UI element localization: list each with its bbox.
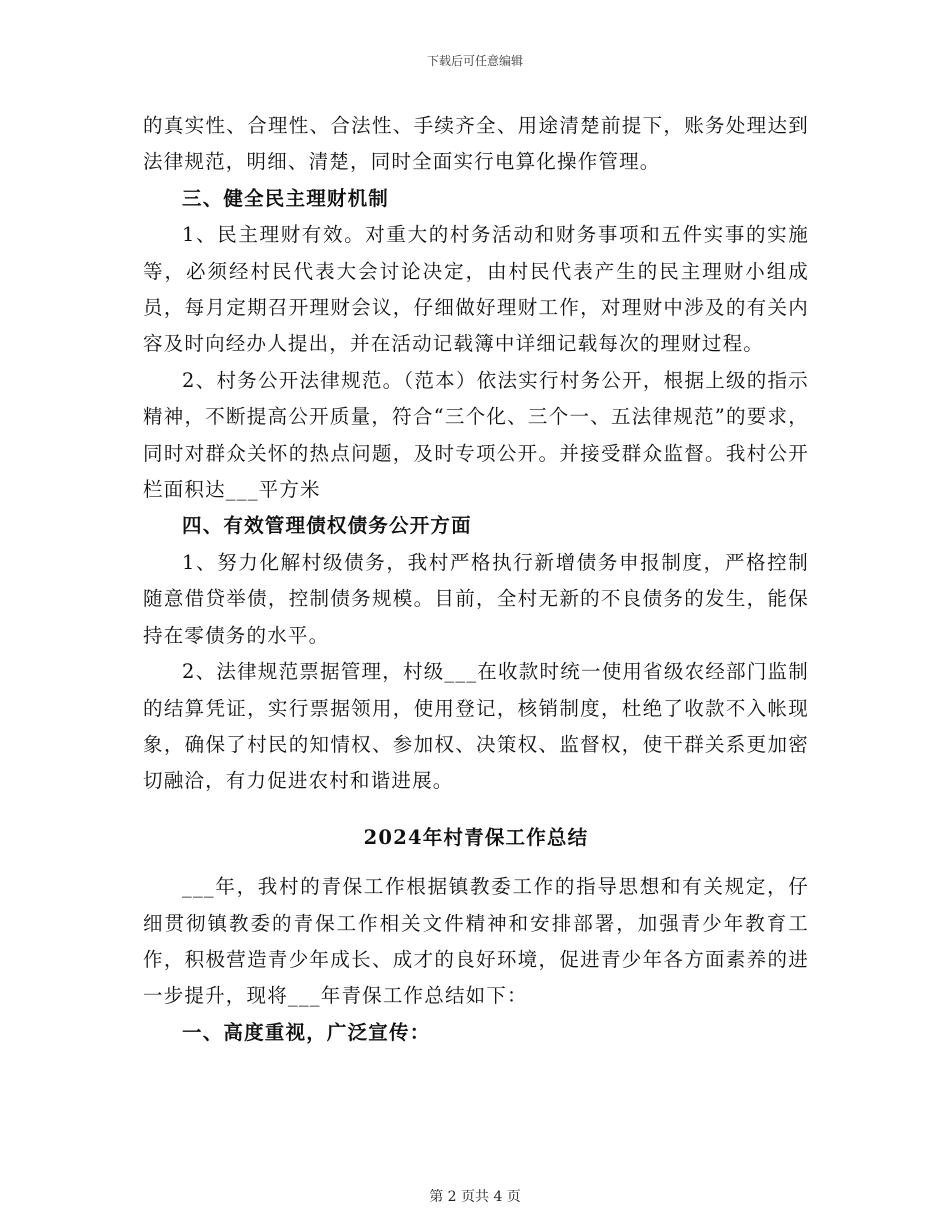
paragraph-continuation: 的真实性、合理性、合法性、手续齐全、用途清楚前提下，账务处理达到法律规范，明细、清楚，同时全面实行电算化操作管理。 bbox=[143, 114, 809, 174]
section-heading-1: 一、高度重视，广泛宣传： bbox=[182, 1020, 431, 1044]
paragraph-village-affairs: 2、村务公开法律规范。（范本）依法实行村务公开，根据上级的指示精神，不断提高公开质量，符合“三个化、三个一、五法律规范”的要求，同时对群众关怀的热点问题，及时专项公开。并接受群众监督。我村公开栏面积达___平方米 bbox=[143, 368, 809, 502]
paragraph-democratic-finance: 1、民主理财有效。对重大的村务活动和财务事项和五件实事的实施等，必须经村民代表大会讨论决定，由村民代表产生的民主理财小组成员，每月定期召开理财会议，仔细做好理财工作，对理财中涉及的有关内容及时向经办人提出，并在活动记载簿中详细记载每次的理财过程。 bbox=[143, 223, 809, 356]
paragraph-debt: 1、努力化解村级债务，我村严格执行新增债务申报制度，严格控制随意借贷举债，控制债务规模。目前，全村无新的不良债务的发生，能保持在零债务的水平。 bbox=[143, 550, 809, 647]
paragraph-receipts: 2、法律规范票据管理，村级___在收款时统一使用省级农经部门监制的结算凭证，实行票据领用，使用登记，核销制度，杜绝了收款不入帐现象，确保了村民的知情权、参加权、决策权、监督权，使干群关系更加密切融洽，有力促进农村和谐进展。 bbox=[143, 660, 809, 793]
document-body bbox=[143, 108, 809, 1051]
page-footer: 第 2 页共 4 页 bbox=[429, 1189, 521, 1205]
document-title: 2024年村青保工作总结 bbox=[363, 825, 589, 849]
section-heading-3: 三、健全民主理财机制 bbox=[182, 186, 390, 210]
paragraph-youth-intro: ___年，我村的青保工作根据镇教委工作的指导思想和有关规定，仔细贯彻镇教委的青保工作相关文件精神和安排部署，加强青少年教育工作，积极营造青少年成长、成才的良好环境，促进青少年各方面素养的进一步提升，现将___年青保工作总结如下： bbox=[143, 875, 809, 1008]
page-header: 下载后可任意编辑 bbox=[426, 54, 523, 68]
section-heading-4: 四、有效管理债权债务公开方面 bbox=[182, 514, 472, 538]
